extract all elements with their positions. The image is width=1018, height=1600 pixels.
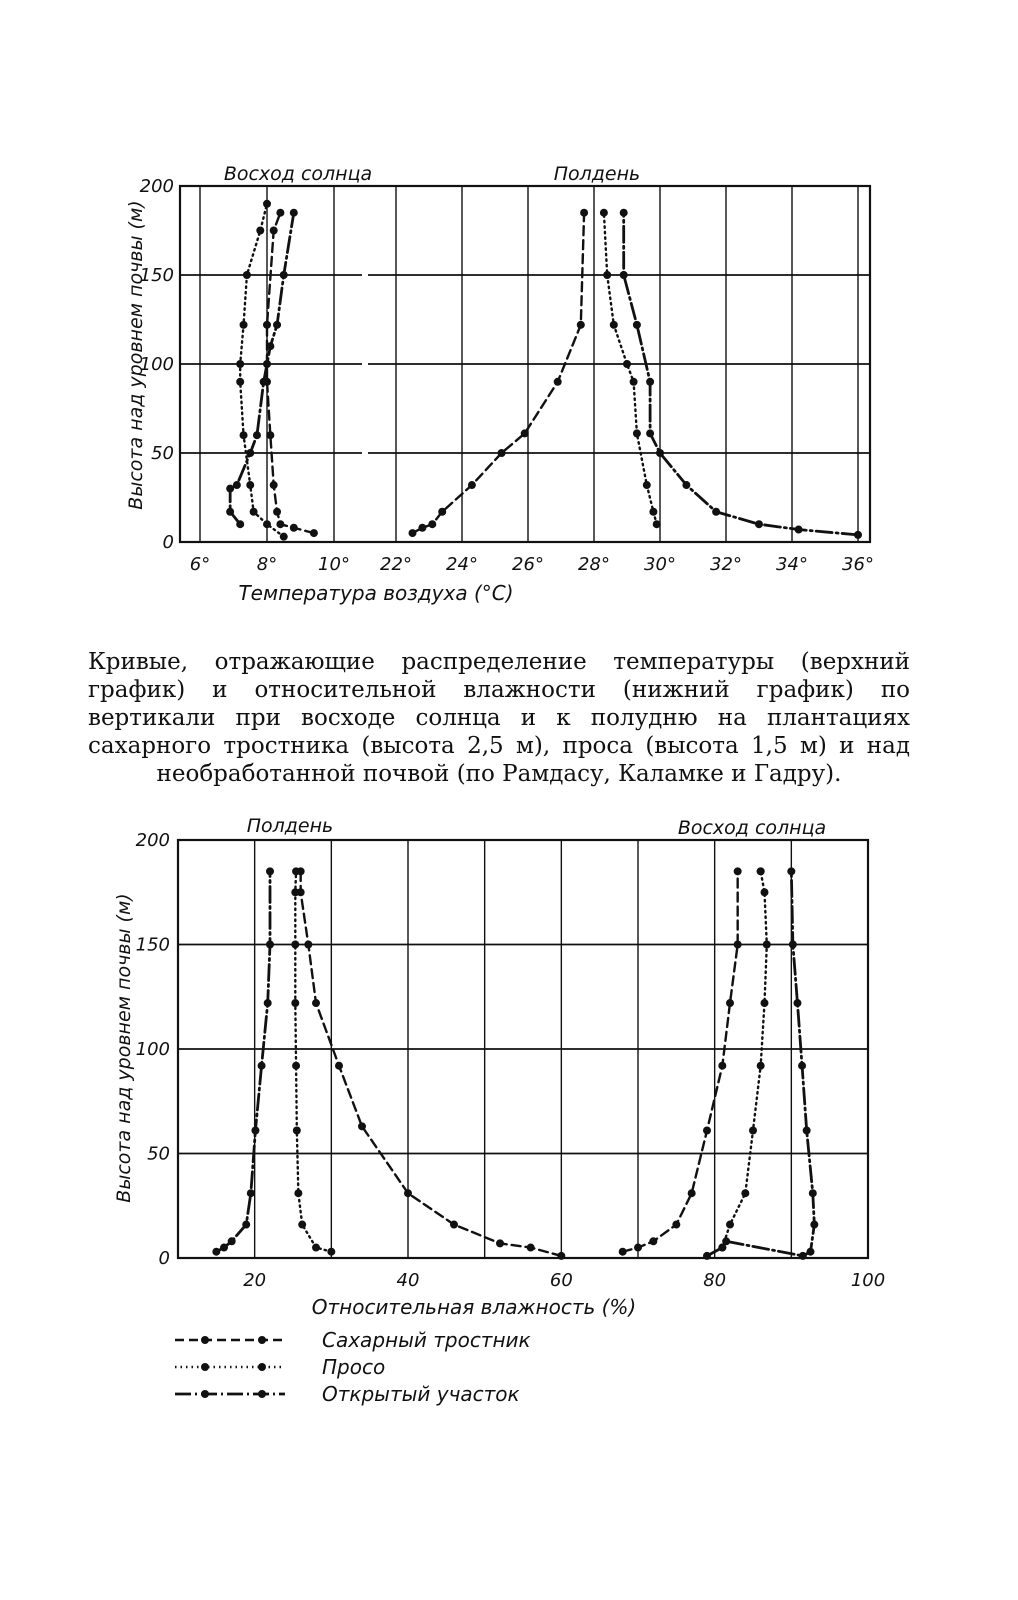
temperature-series-3-line (413, 213, 585, 533)
header-noon-humidity: Полдень (246, 815, 334, 837)
temperature-series-2-point-7 (266, 342, 274, 350)
temperature-series-4-point-3 (633, 429, 641, 437)
humidity-series-1-point-6 (291, 999, 299, 1007)
humidity-series-3-point-8 (734, 941, 742, 949)
humidity-series-0-point-5 (358, 1122, 366, 1130)
temperature-y-tick-4: 200 (139, 176, 174, 197)
temperature-series-4-point-6 (610, 321, 618, 329)
humidity-series-5-point-6 (809, 1189, 817, 1197)
temperature-series-4-point-8 (600, 209, 608, 217)
legend-marker-1-b (258, 1363, 266, 1371)
legend-marker-0-b (258, 1336, 266, 1344)
temperature-y-tick-1: 50 (151, 443, 174, 464)
temperature-series-0-point-10 (276, 209, 284, 217)
temperature-series-5-point-10 (620, 209, 628, 217)
humidity-series-0-point-4 (404, 1189, 412, 1197)
humidity-series-5-point-8 (798, 1062, 806, 1070)
humidity-series-5-point-11 (787, 867, 795, 875)
humidity-series-3-point-3 (672, 1221, 680, 1229)
temperature-series-3-point-7 (554, 378, 562, 386)
temperature-series-1-point-10 (263, 200, 271, 208)
legend-marker-2-b (258, 1390, 266, 1398)
humidity-series-0-point-7 (312, 999, 320, 1007)
temperature-series-3-point-6 (521, 429, 529, 437)
temperature-chart-ticks (140, 176, 874, 575)
humidity-series-3-point-9 (734, 867, 742, 875)
legend-marker-2-a (201, 1390, 209, 1398)
humidity-series-2-point-3 (242, 1221, 250, 1229)
legend-label-сахарный-тростник: Сахарный тростник (322, 1328, 531, 1352)
humidity-series-4-point-3 (749, 1127, 757, 1135)
humidity-series-3-point-4 (688, 1189, 696, 1197)
header-sunrise-humidity: Восход солнца (677, 817, 827, 839)
temperature-series-2-point-1 (226, 508, 234, 516)
temperature-series-4-point-7 (603, 271, 611, 279)
temperature-series-3-point-4 (468, 481, 476, 489)
temperature-series-5-point-7 (646, 378, 654, 386)
temperature-series-2-point-3 (233, 481, 241, 489)
temperature-series-4-line (604, 213, 657, 525)
humidity-y-tick-4: 200 (135, 830, 170, 851)
temperature-x-tick-8: 32° (710, 554, 742, 575)
humidity-series-5-point-10 (789, 941, 797, 949)
humidity-series-2-point-0 (212, 1248, 220, 1256)
humidity-series-4-point-1 (726, 1221, 734, 1229)
temperature-x-tick-1: 8° (256, 554, 278, 575)
humidity-series-3-point-5 (703, 1127, 711, 1135)
temperature-series-3-point-3 (438, 508, 446, 516)
temperature-series-3-point-0 (409, 529, 417, 537)
temperature-series-2-point-10 (290, 209, 298, 217)
temperature-series-3-point-2 (428, 520, 436, 528)
header-sunrise-temp: Восход солнца (223, 163, 373, 185)
humidity-series-2-point-1 (220, 1244, 228, 1252)
legend-marker-0-a (201, 1336, 209, 1344)
humidity-y-tick-1: 50 (147, 1143, 170, 1165)
humidity-series-2-point-9 (266, 867, 274, 875)
humidity-series-5-point-9 (793, 999, 801, 1007)
humidity-series-5-point-0 (703, 1252, 711, 1260)
humidity-x-tick-1: 40 (396, 1270, 420, 1291)
humidity-series-3-point-2 (649, 1237, 657, 1245)
temperature-series-1-point-0 (280, 533, 288, 541)
humidity-series-3-point-1 (634, 1244, 642, 1252)
temperature-series-4-point-4 (630, 378, 638, 386)
humidity-x-tick-0: 20 (243, 1270, 267, 1291)
humidity-series-1-point-8 (291, 888, 299, 896)
temperature-axis-break (362, 188, 368, 540)
header-noon-temp: Полдень (553, 163, 641, 185)
temperature-series-5-point-6 (646, 429, 654, 437)
humidity-series-0-point-1 (527, 1244, 535, 1252)
temperature-series-5-point-8 (633, 321, 641, 329)
humidity-series-3-point-6 (718, 1062, 726, 1070)
temperature-series-1-point-1 (263, 520, 271, 528)
temperature-series-2-point-8 (273, 321, 281, 329)
temperature-series-0-point-8 (263, 321, 271, 329)
humidity-series-1-point-5 (292, 1062, 300, 1070)
temperature-series-4-point-0 (653, 520, 661, 528)
temperature-x-tick-6: 28° (578, 554, 610, 575)
humidity-series-5-point-4 (807, 1248, 815, 1256)
temperature-series-3-point-9 (580, 209, 588, 217)
temperature-x-tick-10: 36° (842, 554, 874, 575)
humidity-series-4-point-5 (761, 999, 769, 1007)
temperature-series-5-point-0 (854, 531, 862, 539)
humidity-series-2-point-6 (258, 1062, 266, 1070)
temperature-series-3-point-8 (577, 321, 585, 329)
figure-caption: Кривые, отражающие распределение температуры (верхний график) и относительной влажности (нижний график) по вертикали при восходе солнца и к полудню на плантациях сахарного тростника (высота 2,5 м), проса (высота 1,5 м) и над необработанной почвой (по Рамдасу, Каламке и Гадру). (88, 649, 910, 787)
legend-label-открытый-участок: Открытый участок (322, 1382, 520, 1406)
humidity-series-2-line (216, 871, 270, 1251)
temperature-series-4-point-1 (649, 508, 657, 516)
temperature-series-0-point-1 (290, 524, 298, 532)
humidity-series-2-point-5 (251, 1127, 259, 1135)
humidity-series-5-point-7 (803, 1127, 811, 1135)
temperature-series-4-point-2 (643, 481, 651, 489)
temperature-series-2-point-9 (280, 271, 288, 279)
humidity-series-4-point-9 (757, 867, 765, 875)
temperature-series-1-point-9 (256, 227, 264, 235)
temperature-series-0-point-2 (276, 520, 284, 528)
temperature-x-tick-9: 34° (776, 554, 808, 575)
temperature-series-2-point-0 (236, 520, 244, 528)
temperature-series-1-point-4 (240, 431, 248, 439)
temperature-chart (0, 0, 1018, 630)
temperature-series-1-point-2 (250, 508, 258, 516)
temperature-series-0-point-9 (270, 227, 278, 235)
humidity-x-tick-3: 80 (703, 1270, 727, 1291)
temperature-y-tick-0: 0 (162, 532, 174, 553)
humidity-x-tick-2: 60 (549, 1270, 573, 1291)
temperature-series-1-point-8 (243, 271, 251, 279)
humidity-series-4-point-7 (761, 888, 769, 896)
humidity-series-0-point-8 (304, 941, 312, 949)
temperature-series-4-point-5 (623, 360, 631, 368)
temperature-x-axis-label: Температура воздуха (°С) (238, 581, 514, 605)
humidity-series-1-point-2 (298, 1221, 306, 1229)
temperature-series-0-point-0 (310, 529, 318, 537)
temperature-series-3-point-1 (418, 524, 426, 532)
humidity-series-4-point-4 (757, 1062, 765, 1070)
humidity-y-tick-0: 0 (158, 1248, 170, 1269)
temperature-series-2-point-4 (246, 449, 254, 457)
temperature-series-1-point-6 (236, 360, 244, 368)
temperature-series-0-point-4 (270, 481, 278, 489)
temperature-chart-grid (180, 186, 870, 542)
humidity-series-0-point-0 (557, 1252, 565, 1260)
temperature-series-1-point-3 (246, 481, 254, 489)
temperature-chart-series (226, 200, 862, 541)
temperature-series-5-point-4 (682, 481, 690, 489)
humidity-x-axis-label: Относительная влажность (%) (311, 1295, 637, 1319)
humidity-series-5-point-3 (799, 1252, 807, 1260)
humidity-series-0-point-3 (450, 1221, 458, 1229)
temperature-x-tick-7: 30° (644, 554, 676, 575)
temperature-series-5-point-9 (620, 271, 628, 279)
humidity-series-1-point-1 (312, 1244, 320, 1252)
temperature-x-tick-0: 6° (189, 554, 211, 575)
humidity-series-2-point-8 (266, 941, 274, 949)
temperature-series-5-point-1 (795, 526, 803, 534)
humidity-series-2-point-7 (264, 999, 272, 1007)
humidity-x-tick-4: 100 (850, 1270, 886, 1291)
legend-label-просо: Просо (322, 1355, 386, 1379)
humidity-series-3-point-7 (726, 999, 734, 1007)
humidity-chart (0, 800, 1018, 1600)
humidity-y-tick-2: 100 (135, 1039, 170, 1060)
humidity-series-4-point-6 (763, 941, 771, 949)
humidity-chart-series (212, 867, 818, 1260)
temperature-series-0-point-5 (266, 431, 274, 439)
humidity-series-1-point-9 (292, 867, 300, 875)
humidity-y-tick-3: 150 (135, 934, 170, 956)
temperature-series-2-point-6 (260, 378, 268, 386)
legend (175, 1328, 531, 1406)
humidity-series-0-point-6 (335, 1062, 343, 1070)
temperature-x-tick-2: 10° (318, 554, 350, 575)
temperature-series-5-point-3 (712, 508, 720, 516)
humidity-series-3-line (623, 871, 738, 1251)
humidity-chart-grid (178, 840, 868, 1258)
temperature-series-1-point-7 (240, 321, 248, 329)
humidity-series-2-point-4 (247, 1189, 255, 1197)
temperature-y-tick-3: 150 (139, 265, 174, 286)
temperature-series-0-point-3 (273, 508, 281, 516)
humidity-series-4-point-2 (741, 1189, 749, 1197)
humidity-series-2-point-2 (228, 1237, 236, 1245)
temperature-series-5-point-2 (755, 520, 763, 528)
humidity-y-axis-label: Высота над уровнем почвы (м) (113, 893, 135, 1203)
humidity-series-1-point-3 (294, 1189, 302, 1197)
humidity-series-3-point-0 (619, 1248, 627, 1256)
temperature-x-tick-3: 22° (380, 554, 412, 575)
humidity-series-1-point-7 (291, 941, 299, 949)
humidity-series-5-point-2 (722, 1237, 730, 1245)
humidity-series-1-point-4 (293, 1127, 301, 1135)
legend-marker-1-a (201, 1363, 209, 1371)
temperature-y-axis-label: Высота над уровнем почвы (м) (125, 200, 147, 510)
temperature-series-3-point-5 (498, 449, 506, 457)
temperature-series-2-point-5 (253, 431, 261, 439)
temperature-x-tick-4: 24° (446, 554, 478, 575)
humidity-series-0-point-2 (496, 1239, 504, 1247)
temperature-series-1-point-5 (236, 378, 244, 386)
humidity-series-5-point-5 (810, 1221, 818, 1229)
temperature-x-tick-5: 26° (512, 554, 544, 575)
temperature-series-5-point-5 (656, 449, 664, 457)
temperature-y-tick-2: 100 (139, 354, 174, 375)
humidity-series-1-point-0 (327, 1248, 335, 1256)
temperature-series-5-line (624, 213, 858, 535)
